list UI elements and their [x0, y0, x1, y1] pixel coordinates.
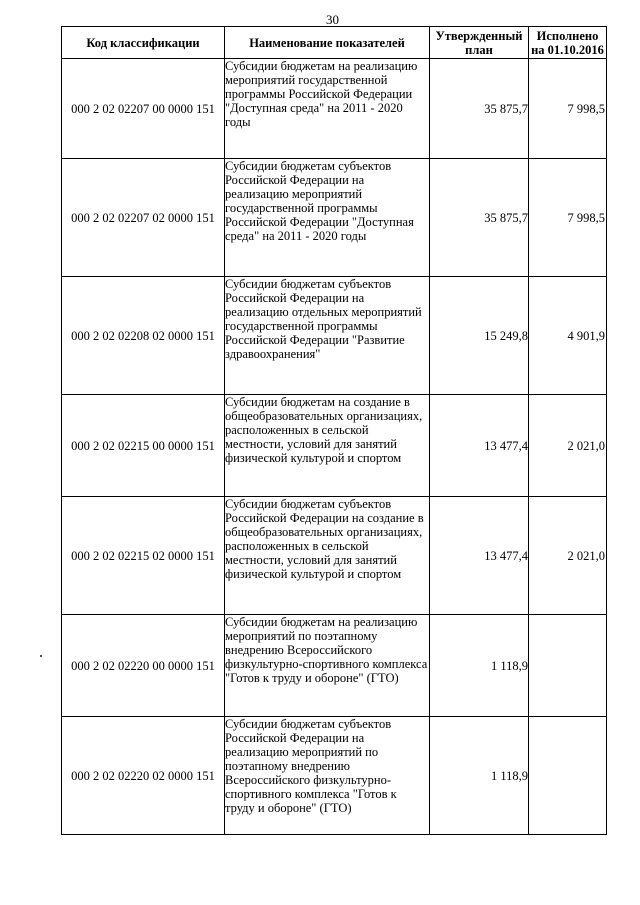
row-executed: 7 998,5: [529, 59, 607, 159]
row-name: Субсидии бюджетам субъектов Российской Федерации на реализацию мероприятий государственной программы Российской Федерации "Доступная среда" на 2011 - 2020 годы: [225, 159, 430, 277]
header-approved-line2: план: [465, 42, 493, 57]
header-executed-line1: Исполнено: [536, 28, 599, 43]
row-executed: 2 021,0: [529, 395, 607, 497]
row-approved: 35 875,7: [430, 59, 529, 159]
row-approved: 1 118,9: [430, 615, 529, 717]
row-executed: 4 901,9: [529, 277, 607, 395]
table-row: [62, 497, 607, 615]
row-approved: 13 477,4: [430, 497, 529, 615]
row-name: Субсидии бюджетам субъектов Российской Федерации на создание в общеобразовательных организациях, расположенных в сельской местности, условий для занятий физической культурой и спортом: [225, 497, 430, 615]
row-code: 000 2 02 02207 00 0000 151: [62, 59, 225, 159]
page-number: 30: [326, 12, 339, 27]
row-name: Субсидии бюджетам субъектов Российской Федерации на реализацию отдельных мероприятий государственной программы Российской Федерации "Развитие здравоохранения": [225, 277, 430, 395]
header-approved: [430, 27, 529, 59]
header-name: Наименование показателей: [225, 27, 430, 59]
row-name: Субсидии бюджетам субъектов Российской Федерации на реализацию мероприятий по поэтапному внедрению Всероссийского физкультурно-спортивного комплекса "Готов к труду и обороне" (ГТО): [225, 717, 430, 835]
row-executed: 7 998,5: [529, 159, 607, 277]
row-approved: 13 477,4: [430, 395, 529, 497]
row-code: 000 2 02 02215 00 0000 151: [62, 395, 225, 497]
row-executed: 2 021,0: [529, 497, 607, 615]
table-row: [62, 277, 607, 395]
table-row: [62, 615, 607, 717]
row-code: 000 2 02 02220 00 0000 151: [62, 615, 225, 717]
table-row: [62, 59, 607, 159]
row-name: Субсидии бюджетам на реализацию мероприятий государственной программы Российской Федерации "Доступная среда" на 2011 - 2020 годы: [225, 59, 430, 159]
row-executed: [529, 615, 607, 717]
header-approved-line1: Утвержденный: [435, 28, 523, 43]
budget-table: [61, 26, 607, 835]
header-executed: [529, 27, 607, 59]
table-header-row: [62, 27, 607, 59]
header-code: Код классификации: [62, 27, 225, 59]
row-approved: 1 118,9: [430, 717, 529, 835]
scan-speck: [40, 655, 42, 657]
row-approved: 15 249,8: [430, 277, 529, 395]
row-code: 000 2 02 02208 02 0000 151: [62, 277, 225, 395]
table-row: [62, 159, 607, 277]
row-name: Субсидии бюджетам на создание в общеобразовательных организациях, расположенных в сельской местности, условий для занятий физической культурой и спортом: [225, 395, 430, 497]
header-executed-line2: на 01.10.2016: [531, 42, 604, 57]
row-name: Субсидии бюджетам на реализацию мероприятий по поэтапному внедрению Всероссийского физкультурно-спортивного комплекса "Готов к труду и обороне" (ГТО): [225, 615, 430, 717]
table-row: [62, 717, 607, 835]
row-code: 000 2 02 02215 02 0000 151: [62, 497, 225, 615]
row-approved: 35 875,7: [430, 159, 529, 277]
table-row: [62, 395, 607, 497]
row-code: 000 2 02 02207 02 0000 151: [62, 159, 225, 277]
row-code: 000 2 02 02220 02 0000 151: [62, 717, 225, 835]
row-executed: [529, 717, 607, 835]
